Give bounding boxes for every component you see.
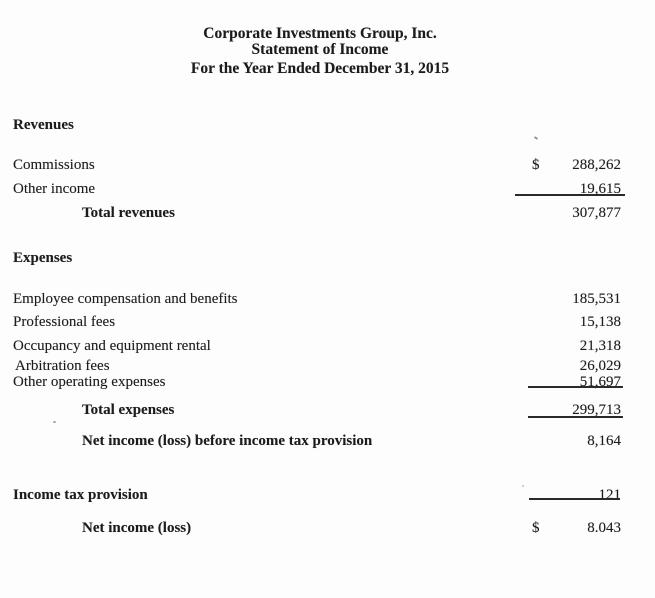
commissions-label: Commissions: [13, 157, 95, 173]
employee-compensation-label: Employee compensation and benefits: [13, 291, 238, 307]
scan-speck: [53, 421, 56, 423]
other-operating-expenses-label: Other operating expenses: [13, 374, 166, 390]
underline-income-tax-provision: [529, 498, 620, 500]
line-item-other-operating-expenses: [13, 375, 621, 392]
arbitration-fees-label: Arbitration fees: [15, 358, 110, 374]
total-revenues-row: [13, 206, 621, 223]
underline-total-expenses: [528, 416, 623, 418]
occupancy-rental-value: 21,318: [579, 338, 621, 354]
document-title-block: [2, 26, 638, 77]
revenues-heading: Revenues: [13, 117, 74, 133]
income-tax-provision-value: 121: [598, 487, 621, 503]
income-tax-provision-label: Income tax provision: [13, 487, 148, 503]
expenses-section-heading-row: [13, 251, 621, 268]
dollar-sign: $: [532, 520, 540, 536]
total-expenses-value: 299,713: [572, 402, 621, 418]
other-income-value: 19,615: [579, 181, 621, 197]
net-income-row: [13, 521, 621, 538]
employee-compensation-value: 185,531: [572, 291, 621, 307]
income-tax-provision-row: [13, 488, 621, 505]
pretax-income-row: [13, 434, 621, 451]
pretax-income-value: 8,164: [587, 433, 621, 449]
statement-title: Statement of Income: [251, 41, 389, 58]
professional-fees-label: Professional fees: [13, 314, 116, 330]
line-item-commissions: [13, 158, 621, 175]
other-income-label: Other income: [13, 181, 96, 197]
line-item-employee-compensation: [13, 292, 621, 309]
line-item-professional-fees: [13, 315, 621, 332]
underline-other-income: [515, 194, 625, 196]
net-income-value: 8.043: [587, 520, 621, 536]
line-item-occupancy-rental: [13, 339, 621, 356]
other-operating-expenses-value: 51,697: [579, 374, 621, 390]
occupancy-rental-label: Occupancy and equipment rental: [13, 338, 211, 354]
total-revenues-value: 307,877: [572, 205, 621, 221]
company-name: Corporate Investments Group, Inc.: [203, 25, 437, 42]
expenses-heading: Expenses: [13, 250, 73, 266]
underline-other-operating-expenses: [528, 386, 623, 388]
scan-speck: [522, 485, 524, 487]
total-revenues-label: Total revenues: [82, 205, 175, 221]
revenues-section-heading-row: [13, 118, 621, 135]
professional-fees-value: 15,138: [579, 314, 621, 330]
total-expenses-label: Total expenses: [82, 402, 175, 418]
scan-speck: [534, 136, 538, 140]
pretax-income-label: Net income (loss) before income tax provision: [82, 433, 373, 449]
net-income-label: Net income (loss): [82, 520, 192, 536]
statement-period: For the Year Ended December 31, 2015: [190, 60, 450, 77]
dollar-sign: $: [532, 157, 540, 173]
line-item-other-income: [13, 182, 621, 199]
arbitration-fees-value: 26,029: [579, 358, 621, 374]
commissions-value: 288,262: [572, 157, 621, 173]
